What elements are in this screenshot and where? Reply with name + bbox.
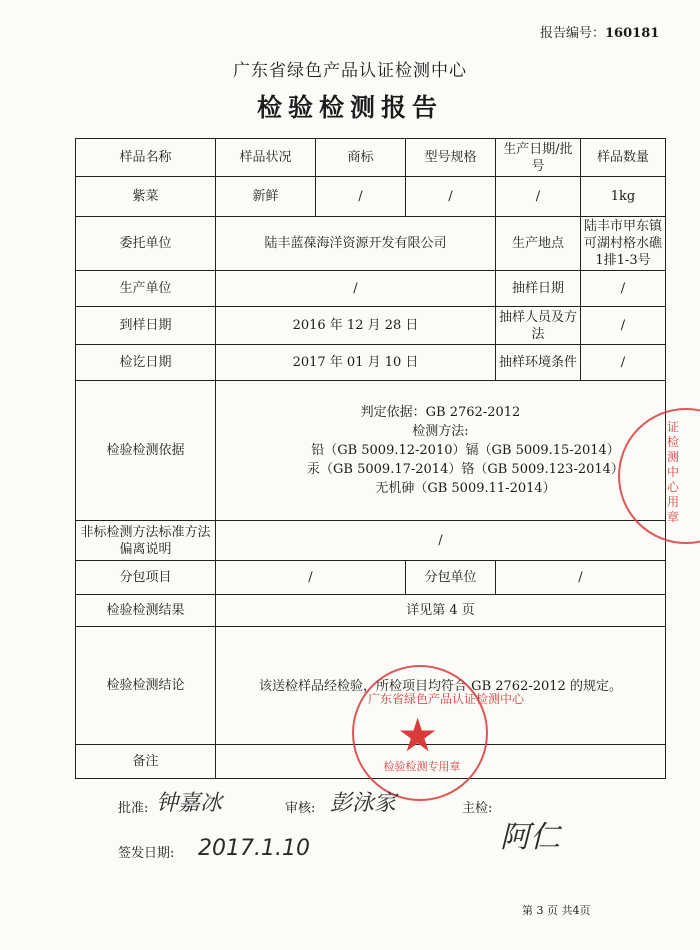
basis-content bbox=[216, 381, 666, 521]
client-label: 委托单位 bbox=[76, 217, 216, 271]
producer-value: / bbox=[216, 271, 496, 307]
client-row bbox=[76, 217, 666, 271]
header-row bbox=[76, 139, 666, 177]
sample-trademark: / bbox=[316, 177, 406, 217]
test-date-value: 2017 年 01 月 10 日 bbox=[216, 345, 496, 381]
subcontract-label: 分包项目 bbox=[76, 561, 216, 595]
sample-quantity: 1kg bbox=[581, 177, 666, 217]
sample-production-date: / bbox=[496, 177, 581, 217]
chief-signature: 阿仁 bbox=[500, 820, 560, 855]
arrival-date-value: 2016 年 12 月 28 日 bbox=[216, 307, 496, 345]
review-signature: 彭泳家 bbox=[330, 791, 397, 816]
client-value: 陆丰蓝葆海洋资源开发有限公司 bbox=[216, 217, 496, 271]
organization-title: 广东省绿色产品认证检测中心 bbox=[233, 61, 467, 81]
issue-date-value: 2017.1.10 bbox=[198, 836, 310, 861]
result-value: 详见第 4 页 bbox=[216, 595, 666, 627]
production-site-label: 生产地点 bbox=[496, 217, 581, 271]
test-date-label: 检讫日期 bbox=[76, 345, 216, 381]
report-title: 检验检测报告 bbox=[256, 93, 443, 122]
basis-method-line: 无机砷（GB 5009.11-2014） bbox=[375, 481, 556, 496]
issue-date-label: 签发日期: bbox=[118, 846, 175, 861]
col-header-production-date: 生产日期/批号 bbox=[496, 139, 581, 177]
page-footer: 第 3 页 共4页 bbox=[522, 904, 591, 917]
conclusion-value: 该送检样品经检验，所检项目均符合 GB 2762-2012 的规定。 bbox=[259, 679, 622, 694]
report-number-value: 160181 bbox=[605, 26, 660, 41]
approve-label: 批准: bbox=[118, 801, 149, 816]
producer-label: 生产单位 bbox=[76, 271, 216, 307]
seal-ring-text: 广东省绿色产品认证检测中心 bbox=[368, 692, 525, 706]
basis-label: 检验检测依据 bbox=[76, 381, 216, 521]
nonstandard-value: / bbox=[216, 521, 666, 561]
sample-condition: 新鲜 bbox=[216, 177, 316, 217]
col-header-sample-condition: 样品状况 bbox=[216, 139, 316, 177]
col-header-trademark: 商标 bbox=[316, 139, 406, 177]
basis-judgement: 判定依据：GB 2762-2012 bbox=[360, 405, 521, 420]
nonstandard-row bbox=[76, 521, 666, 561]
col-header-sample-name: 样品名称 bbox=[76, 139, 216, 177]
environment-value: / bbox=[581, 345, 666, 381]
chief-label: 主检: bbox=[462, 801, 493, 816]
sampling-date-value: / bbox=[581, 271, 666, 307]
edge-seal-text: 证检测中心用章 bbox=[667, 420, 680, 524]
arrival-date-label: 到样日期 bbox=[76, 307, 216, 345]
basis-row bbox=[76, 381, 666, 521]
nonstandard-label: 非标检测方法标准方法偏离说明 bbox=[76, 521, 216, 561]
basis-method-line: 铅（GB 5009.12-2010）镉（GB 5009.15-2014） bbox=[311, 443, 620, 458]
subcontract-row bbox=[76, 561, 666, 595]
subcontract-unit-label: 分包单位 bbox=[406, 561, 496, 595]
sample-model: / bbox=[406, 177, 496, 217]
seal-star-icon: ★ bbox=[397, 708, 439, 762]
basis-method-title: 检测方法: bbox=[412, 424, 469, 439]
sampling-date-label: 抽样日期 bbox=[496, 271, 581, 307]
test-date-row bbox=[76, 345, 666, 381]
conclusion-label: 检验检测结论 bbox=[76, 627, 216, 745]
result-row bbox=[76, 595, 666, 627]
subcontract-unit-value: / bbox=[496, 561, 666, 595]
sample-row bbox=[76, 177, 666, 217]
result-label: 检验检测结果 bbox=[76, 595, 216, 627]
sampler-label: 抽样人员及方法 bbox=[496, 307, 581, 345]
production-site-value: 陆丰市甲东镇可湖村格水礁1排1-3号 bbox=[581, 217, 666, 271]
environment-label: 抽样环境条件 bbox=[496, 345, 581, 381]
col-header-quantity: 样品数量 bbox=[581, 139, 666, 177]
basis-method-line: 汞（GB 5009.17-2014）铬（GB 5009.123-2014） bbox=[307, 462, 624, 477]
producer-row bbox=[76, 271, 666, 307]
report-table bbox=[75, 138, 666, 779]
remarks-label: 备注 bbox=[76, 745, 216, 779]
arrival-row bbox=[76, 307, 666, 345]
col-header-model: 型号规格 bbox=[406, 139, 496, 177]
subcontract-value: / bbox=[216, 561, 406, 595]
sampler-value: / bbox=[581, 307, 666, 345]
seal-bottom-text: 检验检测专用章 bbox=[383, 760, 461, 773]
report-number-label: 报告编号： bbox=[540, 26, 606, 41]
approve-signature: 钟嘉冰 bbox=[156, 791, 223, 816]
sample-name: 紫菜 bbox=[76, 177, 216, 217]
report-number bbox=[540, 22, 659, 41]
review-label: 审核: bbox=[285, 801, 316, 816]
